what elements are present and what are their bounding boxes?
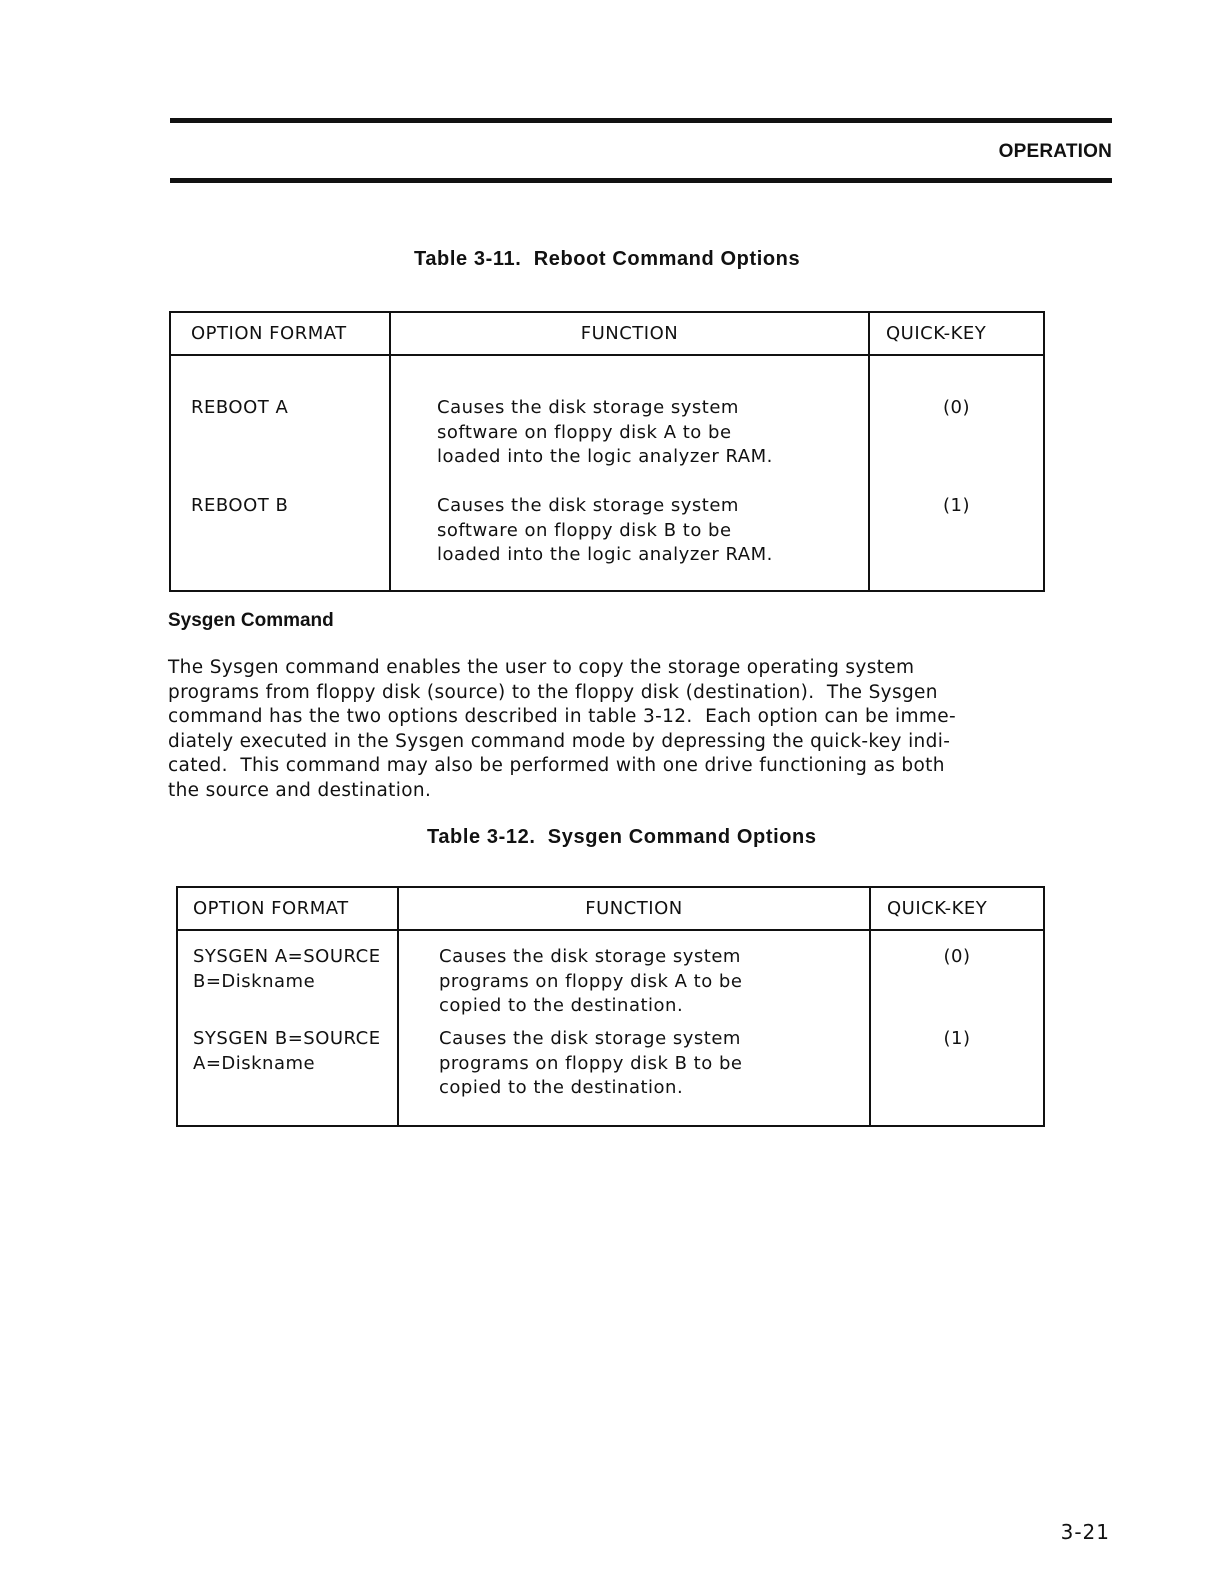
header-rule-bottom [170, 178, 1112, 183]
function-line: loaded into the logic analyzer RAM. [437, 446, 773, 467]
table-3-11-caption: Table 3-11. Reboot Command Options [414, 248, 801, 270]
quick-key-text: (1) [943, 495, 970, 516]
table-row [177, 930, 1044, 1027]
reboot-options-table [169, 311, 1045, 592]
column-header-function: FUNCTION [390, 312, 869, 355]
quick-key-cell [870, 930, 1044, 1027]
quick-key-text: (0) [943, 946, 971, 967]
page-number: 3-21 [1060, 1520, 1110, 1544]
option-format-cell [170, 355, 390, 494]
sysgen-description-paragraph [168, 656, 1128, 803]
quick-key-text: (1) [943, 1028, 971, 1049]
function-cell [398, 1027, 870, 1126]
table-header-row [170, 312, 1044, 355]
paragraph-line: The Sysgen command enables the user to copy the storage operating system [168, 657, 915, 678]
quick-key-cell [870, 1027, 1044, 1126]
table-3-12-caption: Table 3-12. Sysgen Command Options [427, 826, 817, 848]
function-cell [390, 355, 869, 494]
function-line: Causes the disk storage system [437, 397, 739, 418]
option-format-text: SYSGEN A=SOURCE [193, 946, 381, 967]
column-header-option-format: OPTION FORMAT [170, 312, 390, 355]
sysgen-command-heading: Sysgen Command [168, 610, 334, 631]
table-header-row [177, 887, 1044, 930]
paragraph-line: the source and destination. [168, 779, 432, 801]
option-format-text: SYSGEN B=SOURCE [193, 1028, 381, 1049]
section-title: OPERATION [998, 141, 1112, 162]
option-format-cell [177, 1027, 398, 1126]
paragraph-line: command has the two options described in table 3-12. Each option can be imme- [168, 706, 957, 727]
function-line: programs on floppy disk A to be [439, 970, 743, 992]
function-line: Causes the disk storage system [437, 495, 739, 516]
paragraph-line: diately executed in the Sysgen command mode by depressing the quick-key indi- [168, 730, 951, 752]
option-format-text: B=Diskname [193, 970, 316, 992]
option-format-text: REBOOT A [191, 397, 289, 418]
quick-key-cell [869, 355, 1044, 494]
option-format-text: REBOOT B [191, 495, 289, 516]
function-line: copied to the destination. [439, 995, 684, 1016]
function-line: copied to the destination. [439, 1077, 684, 1098]
column-header-option-format: OPTION FORMAT [177, 887, 398, 930]
function-line: loaded into the logic analyzer RAM. [437, 544, 773, 565]
quick-key-text: (0) [943, 397, 970, 418]
option-format-text: A=Diskname [193, 1052, 316, 1074]
column-header-quick-key: QUICK-KEY [870, 887, 1044, 930]
header-rule-top [170, 118, 1112, 123]
function-line: software on floppy disk A to be [437, 421, 732, 443]
paragraph-line: programs from floppy disk (source) to the floppy disk (destination). The Sysgen [168, 681, 938, 703]
function-cell [398, 930, 870, 1027]
table-row [170, 355, 1044, 494]
column-header-function: FUNCTION [398, 887, 870, 930]
quick-key-cell [869, 494, 1044, 591]
function-line: Causes the disk storage system [439, 1028, 741, 1049]
table-row [177, 1027, 1044, 1126]
paragraph-line: cated. This command may also be performed with one drive functioning as both [168, 755, 945, 776]
function-line: software on floppy disk B to be [437, 519, 732, 541]
sysgen-options-table [176, 886, 1045, 1127]
column-header-quick-key: QUICK-KEY [869, 312, 1044, 355]
function-line: programs on floppy disk B to be [439, 1052, 743, 1074]
table-row [170, 494, 1044, 591]
option-format-cell [177, 930, 398, 1027]
option-format-cell [170, 494, 390, 591]
function-line: Causes the disk storage system [439, 946, 741, 967]
function-cell [390, 494, 869, 591]
